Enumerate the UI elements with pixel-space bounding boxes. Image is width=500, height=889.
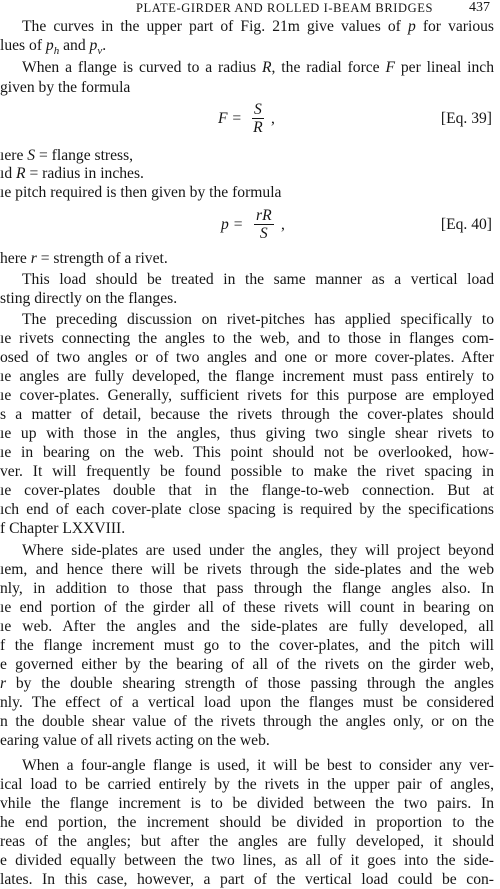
text-line: he end portion, the increment should be divided in proportion to the (0, 814, 494, 831)
equation-fraction (252, 101, 264, 136)
text-line: ıe angles are fully developed, the flange increment must pass entirely to (0, 368, 494, 385)
text-line: here r = strength of a rivet. (0, 250, 168, 267)
text-line: The preceding discussion on rivet-pitches has applied specifically to (22, 311, 494, 328)
text-line: lues of $p_h$ and $p_v$. (0, 37, 107, 58)
text-line: ical load to be carried entirely by the rivets in the upper pair of angles, (0, 776, 494, 793)
text-line: s a matter of detail, because the rivets through the cover-plates should (0, 406, 494, 423)
text-line: n the double shear value of the rivets through the angles only, or on the (0, 713, 494, 730)
text-line: ıe up with those in the angles, thus giving two single shear rivets to (0, 425, 494, 442)
fraction-numerator: rR (256, 207, 272, 224)
fraction-denominator: R (253, 119, 263, 136)
text-line: nly. The effect of a vertical load upon the flanges must be considered (0, 694, 494, 711)
equation-comma: , (281, 216, 285, 233)
text-line: ıe cover-plates. Generally, sufficient rivets for this purpose are employed (0, 387, 494, 404)
page-number: 437 (469, 0, 490, 15)
text-line: e governed either by the bearing of all of the rivets on the girder web, (0, 656, 494, 673)
text-line: ıch end of each cover-plate close spacing is required by the specifications (0, 501, 494, 518)
text-line: ıe in bearing on the web. This point should not be overlooked, how- (0, 444, 494, 461)
text-line: ıem, and hence there will be rivets through the side-plates and the web (0, 561, 494, 578)
equation-number: [Eq. 39] (440, 110, 492, 127)
text-line: f the flange increment must go to the cover-plates, and the pitch will (0, 637, 494, 654)
fraction-numerator: S (254, 101, 262, 118)
text-line: ıe cover-plates double that in the flange-to-web connection. But at (0, 482, 494, 499)
equation-fraction (254, 207, 274, 242)
running-title: PLATE-GIRDER AND ROLLED I-BEAM BRIDGES (136, 1, 434, 15)
text-line: earing value of all rivets acting on the web. (0, 732, 270, 749)
text-line: When a four-angle flange is used, it will be best to consider any ver- (22, 757, 494, 774)
text-line: nly, in addition to those that pass through the flange angles also. In (0, 580, 494, 597)
text-line: ıere S = flange stress, (0, 147, 134, 164)
text-line: ıd R = radius in inches. (0, 165, 144, 182)
text-line: osed of two angles or of two angles and one or more cover-plates. After (0, 349, 494, 366)
equation-lhs: p = (221, 216, 244, 233)
text-line: Where side-plates are used under the angles, they will project beyond (22, 542, 494, 559)
text-line: ıe end portion of the girder all of these rivets will count in bearing on (0, 599, 494, 616)
fraction-denominator: S (259, 225, 268, 242)
text-line: sting directly on the flanges. (0, 290, 178, 307)
equation-comma: , (271, 110, 275, 127)
equation-40 (0, 206, 500, 246)
text-line: r by the double shearing strength of those passing through the angles (0, 675, 494, 692)
text-line: ıe web. After the angles and the side-plates are fully developed, all (0, 618, 494, 635)
text-line: e divided equally between the two lines, as all of it goes into the side- (0, 852, 494, 869)
text-line: ver. It will frequently be found possible to make the rivet spacing in (0, 463, 494, 480)
text-line: vhile the flange increment is to be divided between the two pairs. In (0, 795, 494, 812)
text-line: ıe rivets connecting the angles to the web, and to those in flanges com- (0, 330, 494, 347)
text-line: given by the formula (0, 79, 131, 96)
equation-number: [Eq. 40] (440, 216, 492, 233)
equation-lhs: F = (218, 110, 242, 127)
text-line: lates. In this case, however, a part of the vertical load could be con- (0, 871, 494, 888)
text-line: When a flange is curved to a radius R, the radial force F per lineal inch (22, 59, 494, 76)
text-line: ıe pitch required is then given by the formula (0, 184, 282, 201)
text-line: This load should be treated in the same manner as a vertical load (22, 271, 494, 288)
text-line: f Chapter LXXVIII. (0, 520, 126, 537)
running-header (0, 0, 500, 18)
text-line: The curves in the upper part of Fig. 21m give values of p for various (22, 18, 494, 35)
text-line: reas of the angles; but after the angles are fully developed, it should (0, 833, 494, 850)
equation-39 (0, 100, 500, 140)
